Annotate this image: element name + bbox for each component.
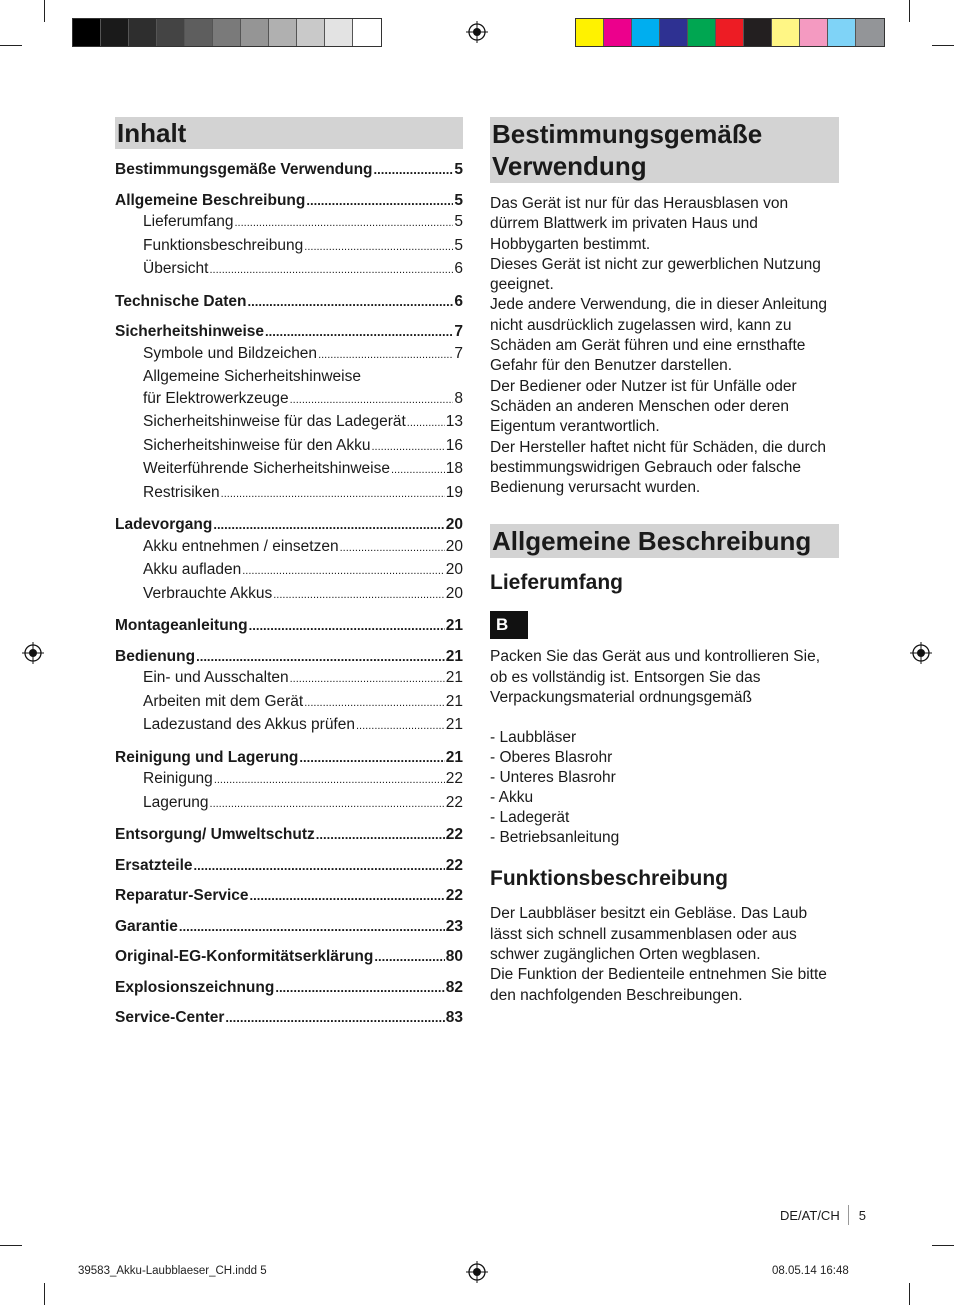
process-swatch: [772, 19, 800, 46]
process-swatch: [856, 19, 884, 46]
toc-entry: [115, 159, 463, 181]
toc-leader-dots: [194, 855, 445, 877]
toc-entry-page: 7: [454, 323, 463, 340]
toc-entry-page: 82: [445, 978, 463, 996]
toc-leader-dots: [249, 615, 445, 637]
toc-subentry: [115, 258, 463, 282]
toc-leader-dots: [179, 916, 445, 938]
toc-entry-label: Entsorgung/ Umweltschutz: [115, 826, 315, 843]
scope-of-delivery-heading: Lieferumfang: [490, 571, 624, 595]
toc-subentry: [115, 211, 463, 235]
toc-section: [115, 1007, 463, 1029]
toc-subentry: [115, 411, 463, 435]
process-color-bar: [575, 18, 885, 47]
toc-entry-label: Bedienung: [115, 647, 196, 665]
toc-subentry: [115, 691, 463, 715]
grayscale-swatch: [157, 19, 185, 46]
toc-entry-page: 18: [445, 460, 463, 477]
toc-leader-dots: [340, 538, 445, 560]
intended-use-body: [490, 194, 839, 498]
toc-leader-dots: [304, 693, 445, 715]
toc-entry: [115, 977, 463, 999]
grayscale-swatch: [325, 19, 353, 46]
toc-entry-page: 6: [454, 292, 463, 310]
toc-entry-page: 5: [454, 213, 463, 230]
toc-entry-page: 22: [445, 887, 463, 904]
process-swatch: [660, 19, 688, 46]
toc-subentry: [115, 235, 463, 259]
toc-leader-dots: [225, 1007, 444, 1029]
toc-entry: [115, 615, 463, 637]
grayscale-swatch: [241, 19, 269, 46]
process-swatch: [716, 19, 744, 46]
toc-entry-page: 20: [445, 584, 463, 602]
toc-leader-dots: [275, 977, 444, 999]
toc-leader-dots: [273, 585, 445, 607]
toc-section: [115, 190, 463, 282]
grayscale-swatch: [353, 19, 381, 46]
toc-leader-dots: [299, 747, 444, 769]
intended-use-paragraph: Der Bediener oder Nutzer ist für Unfälle oder Schäden an anderen Menschen oder deren Eigentum verantwortlich.: [490, 377, 797, 436]
grayscale-swatch: [269, 19, 297, 46]
toc-entry-label: Lagerung: [143, 793, 209, 811]
toc-section: [115, 747, 463, 816]
toc-entry-page: 21: [445, 716, 463, 733]
toc-section: [115, 855, 463, 877]
toc-entry-page: 5: [454, 161, 463, 178]
toc-entry-page: 5: [454, 236, 463, 254]
toc-leader-dots: [248, 291, 454, 313]
toc-leader-dots: [374, 159, 454, 181]
list-item: - Akku: [490, 789, 534, 807]
toc-entry-label: Symbole und Bildzeichen: [143, 344, 318, 362]
crop-mark: [0, 1245, 22, 1246]
toc-entry: [115, 855, 463, 877]
toc-leader-dots: [316, 824, 445, 846]
crop-mark: [44, 0, 45, 22]
toc-entry-label: Lieferumfang: [143, 213, 234, 230]
toc-leader-dots: [234, 213, 453, 235]
toc-leader-dots: [356, 716, 445, 738]
intended-use-paragraph: Der Hersteller haftet nicht für Schäden, die durch bestimmungswidrigen Gebrauch oder falsche Bedienung verursacht wurden.: [490, 438, 827, 497]
general-description-heading: Allgemeine Beschreibung: [490, 524, 839, 558]
intended-use-heading-line1: Bestimmungsgemäße: [492, 119, 763, 149]
toc-entry-page: 83: [445, 1009, 463, 1026]
toc-leader-dots: [250, 885, 445, 907]
intended-use-paragraph: Jede andere Verwendung, die in dieser Anleitung nicht ausdrücklich zugelassen wird, kann zu Schäden am Gerät führen und eine ernsthafte Gefahr für den Benutzer darstellen.: [490, 296, 827, 375]
toc-entry-label: Montageanleitung: [115, 617, 248, 634]
toc-entry-page: 20: [445, 537, 463, 555]
function-paragraph: Der Laubbläser besitzt ein Gebläse. Das Laub lässt sich schnell zusammenblasen oder aus schwer zugänglichen Orten wegblasen.: [490, 905, 808, 963]
function-description-heading: Funktionsbeschreibung: [490, 867, 729, 891]
toc-entry-page: 21: [445, 647, 463, 665]
toc-leader-dots: [407, 413, 445, 435]
page-footer: [780, 1205, 866, 1225]
toc-entry-label: Arbeiten mit dem Gerät: [143, 692, 304, 710]
toc-subentry: [115, 768, 463, 792]
toc-section: [115, 615, 463, 637]
toc-entry-label: Akku aufladen: [143, 561, 242, 578]
toc-entry-page: 21: [445, 692, 463, 710]
toc-entry-label: Reinigung: [143, 770, 213, 787]
toc-entry: [115, 916, 463, 938]
toc-entry: [115, 747, 463, 769]
toc-section: [115, 885, 463, 907]
content-column: [490, 117, 839, 1006]
toc-entry-label: Reinigung und Lagerung: [115, 748, 299, 766]
toc-entry-page: 22: [445, 856, 463, 874]
intended-use-paragraph: Dieses Gerät ist nicht zur gewerblichen Nutzung geeignet.: [490, 255, 821, 294]
scope-list: [490, 728, 839, 848]
toc-entry: [115, 190, 463, 212]
toc-subentry: [115, 435, 463, 459]
function-description-body: [490, 904, 839, 1005]
figure-badge: B: [490, 611, 528, 639]
toc-entry-label: Technische Daten: [115, 292, 247, 310]
toc-subentry: [115, 559, 463, 583]
toc-entry-page: 20: [445, 561, 463, 578]
toc-entry-page: 6: [454, 260, 463, 277]
toc-section: [115, 291, 463, 313]
toc-section: [115, 824, 463, 846]
toc-entry-label: Original-EG-Konformitätserklärung: [115, 948, 374, 965]
toc-subentry: [115, 714, 463, 738]
intended-use-heading: [490, 117, 839, 183]
toc-entry-label: Explosionszeichnung: [115, 978, 275, 996]
toc-entry-page: 13: [445, 413, 463, 430]
toc-leader-dots: [371, 437, 444, 459]
toc-leader-dots: [304, 237, 453, 259]
process-swatch: [632, 19, 660, 46]
process-swatch: [688, 19, 716, 46]
toc-entry-label: Weiterführende Sicherheitshinweise: [143, 460, 390, 477]
toc-entry-label: Garantie: [115, 917, 178, 935]
toc-entry-label: Service-Center: [115, 1009, 225, 1026]
toc-leader-dots: [290, 669, 445, 691]
toc-entry-label: Allgemeine Beschreibung: [115, 191, 306, 209]
toc-section: [115, 646, 463, 738]
toc-section: [115, 916, 463, 938]
process-swatch: [576, 19, 604, 46]
list-item: - Oberes Blasrohr: [490, 749, 613, 767]
scope-text: Packen Sie das Gerät aus und kontrollieren Sie, ob es vollständig ist. Entsorgen Sie das Verpackungsmaterial ordnungsgemäß: [490, 648, 820, 707]
toc-entry-page: 22: [445, 793, 463, 811]
crop-mark: [44, 1283, 45, 1305]
crop-mark: [932, 1245, 954, 1246]
list-item: - Unteres Blasrohr: [490, 769, 616, 787]
footer-divider: [848, 1205, 849, 1225]
toc-entry: [115, 885, 463, 907]
grayscale-swatch: [73, 19, 101, 46]
registration-mark-icon: [466, 1261, 488, 1283]
toc-entry-page: 22: [445, 770, 463, 787]
toc-subentry: [115, 343, 463, 367]
toc-subentry: [115, 458, 463, 482]
toc-section: [115, 946, 463, 968]
toc-entry-label: Bestimmungsgemäße Verwendung: [115, 161, 373, 178]
function-paragraph: Die Funktion der Bedienteile entnehmen Sie bitte den nachfolgenden Beschreibungen.: [490, 966, 827, 1004]
toc-entry-page: 21: [445, 669, 463, 686]
crop-mark: [909, 1283, 910, 1305]
process-swatch: [604, 19, 632, 46]
grayscale-swatch: [185, 19, 213, 46]
toc-entry-label: Reparatur-Service: [115, 887, 249, 904]
toc-subentry: [115, 536, 463, 560]
toc-entry-page: 23: [445, 917, 463, 935]
toc-list: [115, 159, 463, 1029]
toc-entry-page: 16: [445, 436, 463, 454]
toc-section: [115, 977, 463, 999]
toc-subentry: [115, 792, 463, 816]
list-item: - Laubbläser: [490, 729, 577, 747]
toc-subentry: [115, 583, 463, 607]
toc-entry-label: Restrisiken: [143, 483, 220, 501]
list-item: - Ladegerät: [490, 809, 570, 827]
toc-entry: [115, 824, 463, 846]
process-swatch: [800, 19, 828, 46]
toc-entry-page: 8: [454, 389, 463, 407]
toc-entry-page: 22: [445, 826, 463, 843]
toc-entry-label: Funktionsbeschreibung: [143, 236, 304, 254]
toc-entry-label: Übersicht: [143, 260, 209, 277]
grayscale-swatch: [101, 19, 129, 46]
toc-entry-label: Sicherheitshinweise für das Ladegerät: [143, 413, 406, 430]
crop-mark: [0, 45, 22, 46]
slug-date: 08.05.14 16:48: [772, 1265, 849, 1277]
toc-leader-dots: [221, 484, 445, 506]
toc-subentry: [115, 482, 463, 506]
toc-entry: [115, 321, 463, 343]
toc-section: [115, 514, 463, 606]
toc-entry-page: 19: [445, 483, 463, 501]
process-swatch: [828, 19, 856, 46]
toc-title: Inhalt: [115, 117, 463, 149]
table-of-contents: [115, 117, 463, 1038]
toc-leader-dots: [209, 260, 453, 282]
grayscale-color-bar: [72, 18, 382, 47]
toc-entry: [115, 1007, 463, 1029]
toc-entry-label: Sicherheitshinweise: [115, 323, 265, 340]
grayscale-swatch: [213, 19, 241, 46]
crop-mark: [932, 45, 954, 46]
toc-subentry: [115, 388, 463, 412]
toc-entry-label: Sicherheitshinweise für den Akku: [143, 436, 371, 454]
toc-leader-dots: [290, 390, 454, 412]
toc-section: [115, 321, 463, 505]
toc-entry-label: Allgemeine Sicherheitshinweise: [143, 368, 361, 385]
toc-entry-label: Akku entnehmen / einsetzen: [143, 537, 339, 555]
toc-entry-page: 21: [445, 748, 463, 766]
toc-entry-label: Ersatzteile: [115, 856, 193, 874]
toc-entry-label: Ladezustand des Akkus prüfen: [143, 716, 355, 733]
toc-entry-label: Ein- und Ausschalten: [143, 669, 289, 686]
grayscale-swatch: [129, 19, 157, 46]
toc-subentry: [115, 667, 463, 691]
toc-leader-dots: [374, 946, 444, 968]
toc-leader-dots: [391, 460, 445, 482]
toc-entry-page: 80: [445, 948, 463, 965]
crop-mark: [909, 0, 910, 22]
toc-entry: [115, 291, 463, 313]
registration-mark-icon: [466, 21, 488, 43]
toc-leader-dots: [213, 514, 444, 536]
toc-leader-dots: [196, 646, 445, 668]
figure-reference: [490, 611, 839, 639]
toc-subentry: [115, 366, 463, 388]
toc-entry-page: 7: [454, 344, 463, 362]
toc-entry-page: 20: [445, 516, 463, 533]
toc-entry-label: Ladevorgang: [115, 516, 213, 533]
intended-use-paragraph: Das Gerät ist nur für das Herausblasen von dürrem Blattwerk im privaten Haus und Hobbygarten bestimmt.: [490, 195, 789, 253]
slug-file-name: 39583_Akku-Laubblaeser_CH.indd 5: [78, 1265, 267, 1277]
list-item: - Betriebsanleitung: [490, 829, 620, 847]
intended-use-heading-line2: Verwendung: [492, 151, 647, 181]
registration-mark-icon: [22, 642, 44, 664]
toc-entry-label: für Elektrowerkzeuge: [143, 389, 289, 407]
toc-leader-dots: [214, 770, 445, 792]
page-number: 5: [858, 1207, 866, 1223]
region-label: DE/AT/CH: [780, 1207, 840, 1223]
toc-leader-dots: [318, 345, 453, 367]
toc-entry-label: Verbrauchte Akkus: [143, 584, 273, 602]
toc-entry: [115, 646, 463, 668]
toc-section: [115, 159, 463, 181]
grayscale-swatch: [297, 19, 325, 46]
toc-leader-dots: [265, 321, 453, 343]
toc-entry: [115, 514, 463, 536]
toc-entry-page: 5: [454, 191, 463, 209]
toc-leader-dots: [210, 794, 445, 816]
registration-mark-icon: [910, 642, 932, 664]
toc-entry-page: 21: [445, 617, 463, 634]
toc-leader-dots: [306, 190, 453, 212]
process-swatch: [744, 19, 772, 46]
toc-leader-dots: [242, 561, 445, 583]
toc-entry: [115, 946, 463, 968]
